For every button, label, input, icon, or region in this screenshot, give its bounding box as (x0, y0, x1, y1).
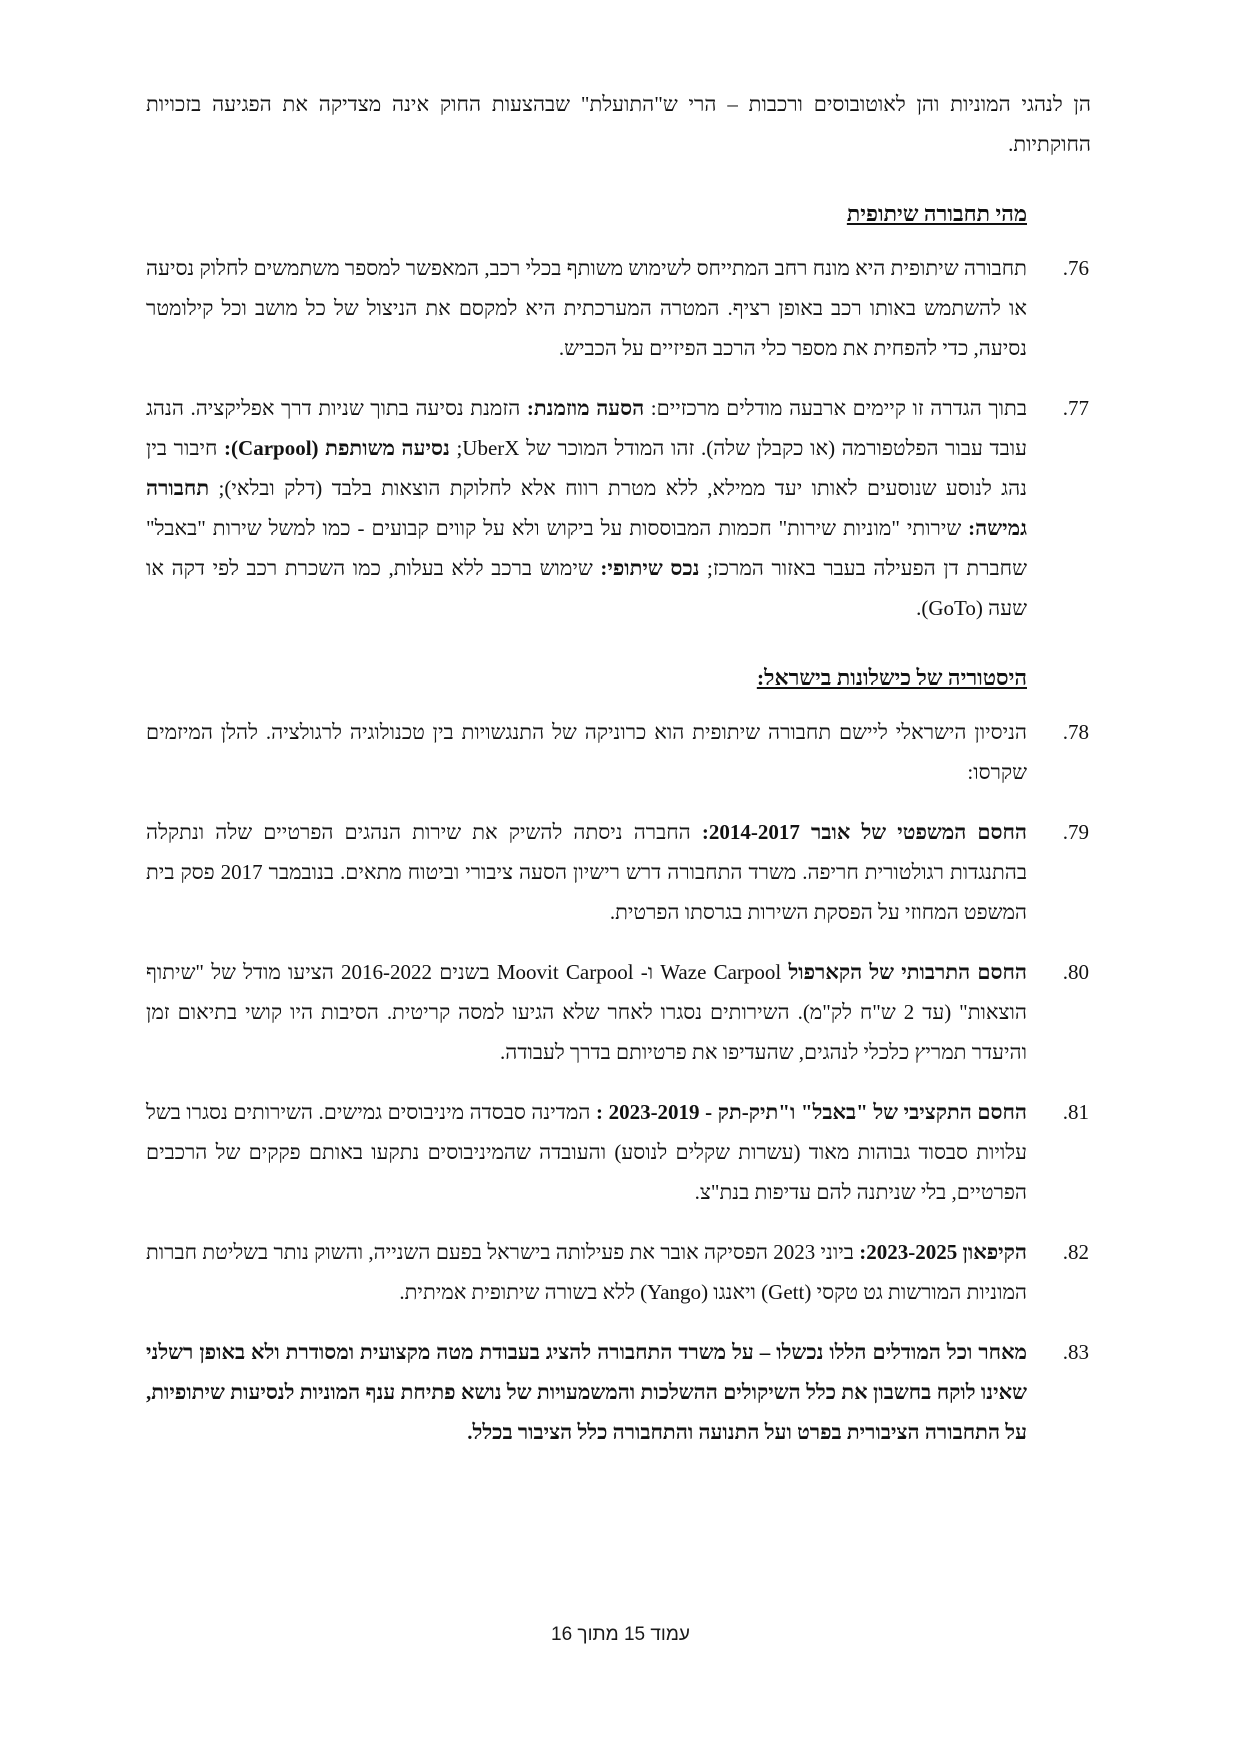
text-run: החסם התקציבי של "באבל" ו"תיק-תק - 2023-2019 : (595, 1100, 1027, 1124)
text-run: מאחר וכל המודלים הללו נכשלו – על משרד התחבורה להציג בעבודת מטה מקצועית ומסודרת ולא באופן רשלני שאינו לוקח בחשבון את כלל השיקולים ההשלכות והמשמעויות של נושא פתיחת ענף המוניות לנסיעות שיתופיות, על התחבורה הציבורית בפרט ועל התנועה והתחבורה כלל הציבור בכלל. (146, 1340, 1027, 1444)
numbered-item (146, 1232, 1091, 1312)
text-run: שימוש ברכב ללא בעלות, כמו השכרת רכב לפי דקה או שעה (GoTo). (146, 556, 1027, 620)
page-footer (0, 1620, 1241, 1650)
numbered-item (146, 248, 1091, 368)
item-paragraph (146, 712, 1027, 792)
text-run: תחבורה שיתופית היא מונח רחב המתייחס לשימוש משותף בכלי רכב, המאפשר למספר משתמשים לחלוק נסיעה או להשתמש באותו רכב באופן רציף. המטרה המערכתית היא למקסם את הניצול של כל מושב וכל קילומטר נסיעה, כדי להפחית את מספר כלי הרכב הפיזיים על הכביש. (146, 256, 1027, 360)
text-run: החסם המשפטי של אובר 2014-2017: (701, 820, 1027, 844)
item-number: 81. (1062, 1100, 1089, 1124)
item-paragraph (146, 1232, 1027, 1312)
text-run: הקיפאון 2023-2025: (859, 1240, 1027, 1264)
text-run: נכס שיתופי: (600, 556, 700, 580)
numbered-item (146, 712, 1091, 792)
text-run: חיבור בין נהג לנוסע שנוסעים לאותו יעד ממילא, ללא מטרת רווח אלא לחלוקת הוצאות בלבד (דלק ובלאי); (146, 436, 1027, 500)
text-run: הניסיון הישראלי ליישם תחבורה שיתופית הוא כרוניקה של התנגשויות בין טכנולוגיה לרגולציה. להלן המיזמים שקרסו: (146, 720, 1027, 784)
text-run: נסיעה משותפת (Carpool): (224, 436, 450, 460)
text-run: שירותי "מוניות שירות" חכמות המבוססות על ביקוש ולא על קווים קבועים - כמו למשל שירות "באבל" שחברת דן הפעילה בעבר באזור המרכז; (146, 516, 1027, 580)
text-run: הזמנת נסיעה בתוך שניות דרך אפליקציה. הנהג עובד עבור הפלטפורמה (או כקבלן שלה). זהו המודל המוכר של UberX; (146, 396, 1027, 460)
item-paragraph (146, 388, 1027, 628)
item-paragraph (146, 952, 1027, 1072)
text-run: תחבורה גמישה: (146, 476, 1027, 540)
item-number: 77. (1062, 396, 1089, 420)
section-heading: מהי תחבורה שיתופית (846, 201, 1027, 226)
item-number: 83. (1062, 1340, 1089, 1364)
numbered-item (146, 812, 1091, 932)
item-paragraph (146, 812, 1027, 932)
numbered-item (146, 1332, 1091, 1452)
item-number: 79. (1062, 820, 1089, 844)
section-heading: היסטוריה של כישלונות בישראל: (756, 665, 1027, 690)
text-run: בתוך הגדרה זו קיימים ארבעה מודלים מרכזיים: (644, 396, 1027, 420)
text-run: החברה ניסתה להשיק את שירות הנהגים הפרטיים שלה ונתקלה בהתנגדות רגולטורית חריפה. משרד התחבורה דרש רישיון הסעה ציבורי וביטוח מתאים. בנובמבר 2017 פסק בית המשפט המחוזי על הפסקת השירות בגרסתו הפרטית. (146, 820, 1027, 924)
item-paragraph (146, 1332, 1027, 1452)
text-run: הן לנהגי המוניות והן לאוטובוסים ורכבות – הרי ש"התועלת" שבהצעות החוק אינה מצדיקה את הפגיעה בזכויות החוקתיות. (146, 92, 1091, 156)
text-run: ביוני 2023 הפסיקה אובר את פעילותה בישראל בפעם השנייה, והשוק נותר בשליטת חברות המוניות המורשות גט טקסי (Gett) ויאנגו (Yango) ללא בשורה שיתופית אמיתית. (146, 1240, 1027, 1304)
document-body (146, 194, 1091, 1452)
text-run: החסם התרבותי של הקארפול (788, 960, 1027, 984)
document-content (146, 84, 1091, 1472)
page-number: עמוד 15 מתוך 16 (551, 1624, 690, 1645)
item-number: 76. (1062, 256, 1089, 280)
numbered-item (146, 1092, 1091, 1212)
numbered-item (146, 388, 1091, 628)
text-run: הסעה מוזמנת: (526, 396, 645, 420)
item-number: 82. (1062, 1240, 1089, 1264)
text-run: המדינה סבסדה מיניבוסים גמישים. השירותים נסגרו בשל עלויות סבסוד גבוהות מאוד (עשרות שקלים לנוסע) והעובדה שהמיניבוסים נתקעו באותם פקקים של הרכבים הפרטיים, בלי שניתנה להם עדיפות בנת"צ. (146, 1100, 1027, 1204)
item-paragraph (146, 248, 1027, 368)
text-run: Waze Carpool ו- Moovit Carpool בשנים 2016-2022 הציעו מודל של "שיתוף הוצאות" (עד 2 ש"ח לק"מ). השירותים נסגרו לאחר שלא הגיעו למסה קריטית. הסיבות היו קושי בתיאום זמן והיעדר תמריץ כלכלי לנהגים, שהעדיפו את פרטיותם בדרך לעבודה. (146, 960, 1027, 1064)
intro-paragraph (146, 84, 1091, 164)
item-number: 78. (1062, 720, 1089, 744)
item-paragraph (146, 1092, 1027, 1212)
item-number: 80. (1062, 960, 1089, 984)
numbered-item (146, 952, 1091, 1072)
